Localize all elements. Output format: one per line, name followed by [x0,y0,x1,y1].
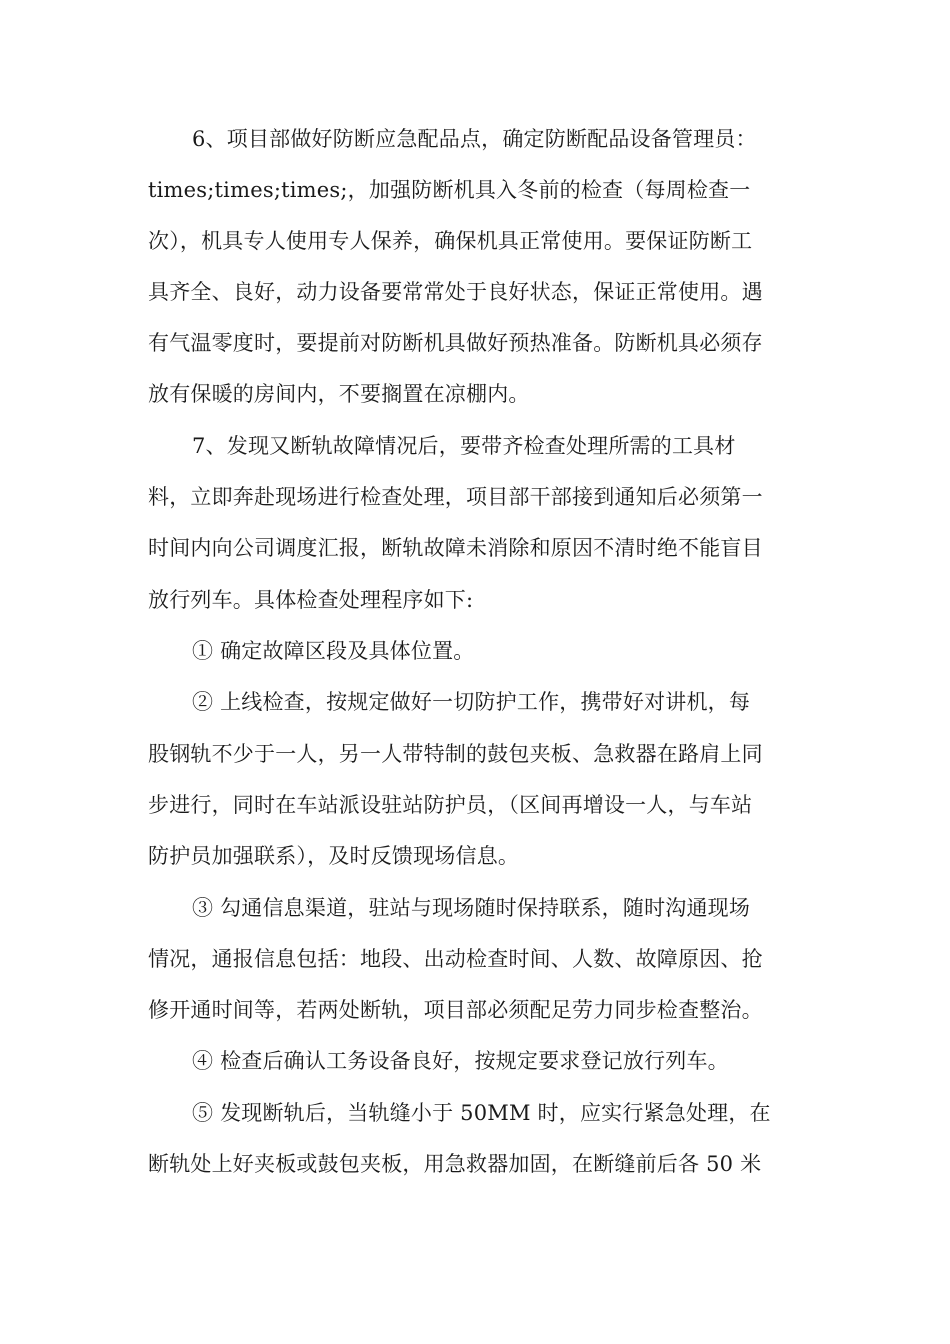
step-4-line-1: ④ 检查后确认工务设备良好，按规定要求登记放行列车。 [192,1049,729,1073]
paragraph-6-line-4: 具齐全、良好，动力设备要常常处于良好状态，保证正常使用。遇 [148,280,763,304]
step-1-line-1: ① 确定故障区段及具体位置。 [192,639,475,663]
paragraph-7-line-1: 7、发现又断轨故障情况后，要带齐检查处理所需的工具材 [192,434,736,458]
paragraph-6-line-2: times;times;times;，加强防断机具入冬前的检查（每周检查一 [148,178,751,202]
step-3-line-1: ③ 勾通信息渠道，驻站与现场随时保持联系，随时沟通现场 [192,896,751,920]
paragraph-7-line-2: 料，立即奔赴现场进行检查处理，项目部干部接到通知后必须第一 [148,485,763,509]
step-5-line-1: ⑤ 发现断轨后，当轨缝小于 50MM 时，应实行紧急处理，在 [192,1101,771,1125]
paragraph-7-line-4: 放行列车。具体检查处理程序如下: [148,588,474,612]
step-2-line-1: ② 上线检查，按规定做好一切防护工作，携带好对讲机，每 [192,690,751,714]
paragraph-6-line-3: 次），机具专人使用专人保养，确保机具正常使用。要保证防断工 [148,229,753,253]
step-3-line-3: 修开通时间等，若两处断轨，项目部必须配足劳力同步检查整治。 [148,998,763,1022]
step-3-line-2: 情况，通报信息包括：地段、出动检查时间、人数、故障原因、抢 [148,947,763,971]
paragraph-7-line-3: 时间内向公司调度汇报，断轨故障未消除和原因不清时绝不能盲目 [148,536,763,560]
step-2-line-4: 防护员加强联系），及时反馈现场信息。 [148,844,520,868]
step-5-line-2: 断轨处上好夹板或鼓包夹板，用急救器加固，在断缝前后各 50 米 [148,1152,762,1176]
step-2-line-3: 步进行，同时在车站派设驻站防护员，（区间再增设一人，与车站 [148,793,753,817]
paragraph-6-line-1: 6、项目部做好防断应急配品点，确定防断配品设备管理员： [192,127,757,151]
paragraph-6-line-5: 有气温零度时，要提前对防断机具做好预热准备。防断机具必须存 [148,331,763,355]
paragraph-6-line-6: 放有保暖的房间内，不要搁置在凉棚内。 [148,382,530,406]
step-2-line-2: 股钢轨不少于一人，另一人带特制的鼓包夹板、急救器在路肩上同 [148,742,763,766]
